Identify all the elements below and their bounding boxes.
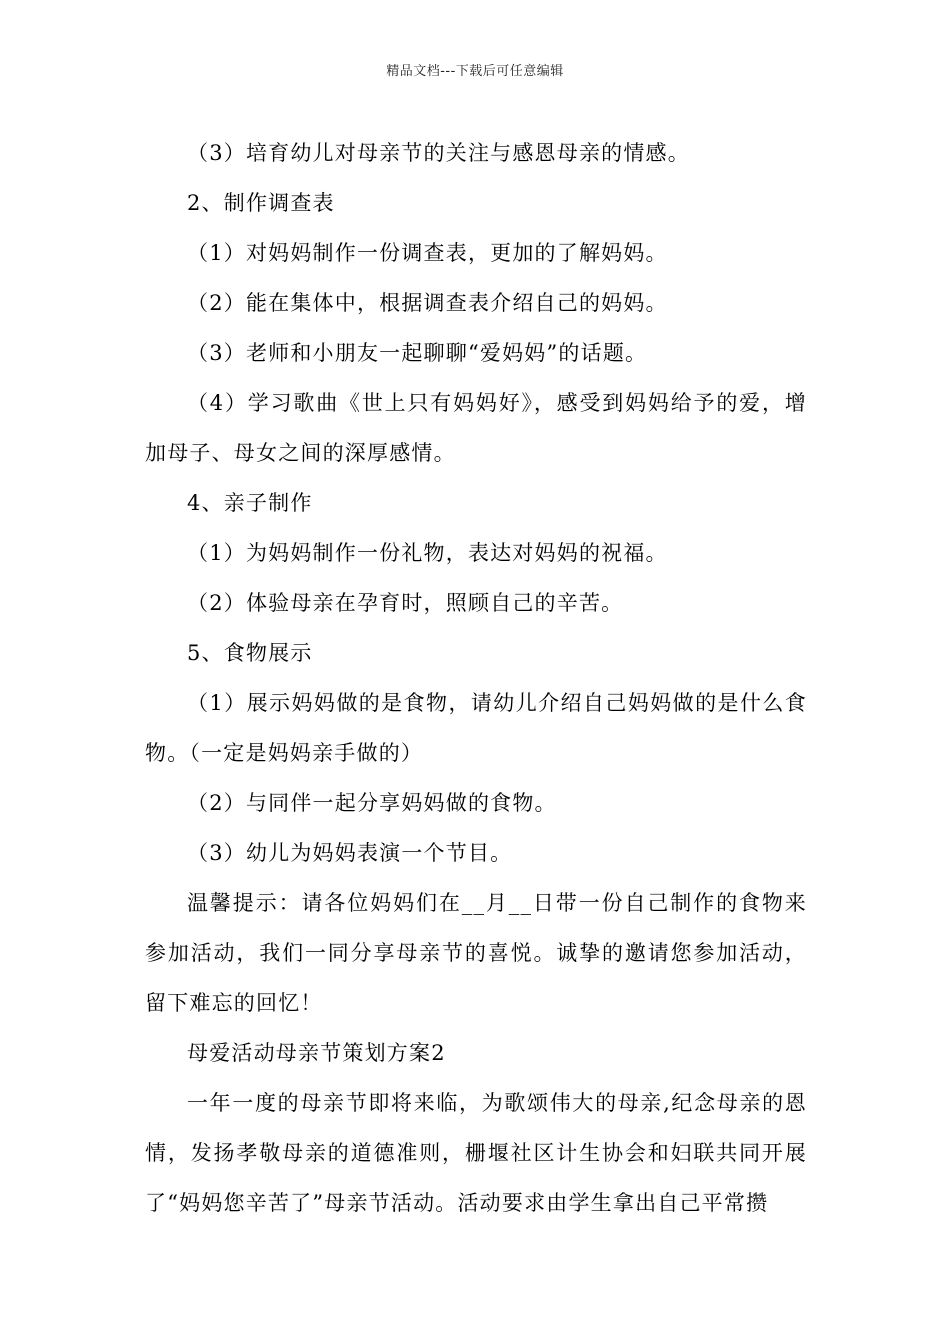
paragraph-survey-4: （4）学习歌曲《世上只有妈妈好》，感受到妈妈给予的爱，增加母子、母女之间的深厚感情。 <box>145 391 807 465</box>
paragraph-item-3-emotion: （3）培育幼儿对母亲节的关注与感恩母亲的情感。 <box>187 141 690 165</box>
paragraph-parent-child-1: （1）为妈妈制作一份礼物，表达对妈妈的祝福。 <box>187 541 668 565</box>
page-header: 精品文档---下载后可任意编辑 <box>386 64 564 79</box>
paragraph-food-1: （1）展示妈妈做的是食物，请幼儿介绍自己妈妈做的是什么食物。（一定是妈妈亲手做的） <box>145 691 807 765</box>
section-heading-food: 5、食物展示 <box>187 641 313 665</box>
paragraph-food-3: （3）幼儿为妈妈表演一个节目。 <box>187 841 513 865</box>
paragraph-plan-2-intro: 一年一度的母亲节即将来临，为歌颂伟大的母亲,纪念母亲的恩情，发扬孝敬母亲的道德准则，栅堰社区计生协会和妇联共同开展了“妈妈您辛苦了”母亲节活动。活动要求由学生拿出自己平常攒 <box>145 1091 807 1215</box>
paragraph-parent-child-2: （2）体验母亲在孕育时，照顾自己的辛苦。 <box>187 591 624 615</box>
paragraph-food-2: （2）与同伴一起分享妈妈做的食物。 <box>187 791 557 815</box>
section-heading-parent-child: 4、亲子制作 <box>187 491 313 515</box>
section-title-plan-2: 母爱活动母亲节策划方案2 <box>187 1041 446 1065</box>
paragraph-survey-3: （3）老师和小朋友一起聊聊“爱妈妈”的话题。 <box>187 341 648 365</box>
section-heading-survey: 2、制作调查表 <box>187 191 335 215</box>
paragraph-survey-2: （2）能在集体中，根据调查表介绍自己的妈妈。 <box>187 291 668 315</box>
paragraph-survey-1: （1）对妈妈制作一份调查表，更加的了解妈妈。 <box>187 241 668 265</box>
paragraph-reminder: 温馨提示：请各位妈妈们在__月__日带一份自己制作的食物来参加活动，我们一同分享母亲节的喜悦。诚挚的邀请您参加活动，留下难忘的回忆！ <box>145 891 807 1015</box>
document-body <box>145 128 807 1228</box>
